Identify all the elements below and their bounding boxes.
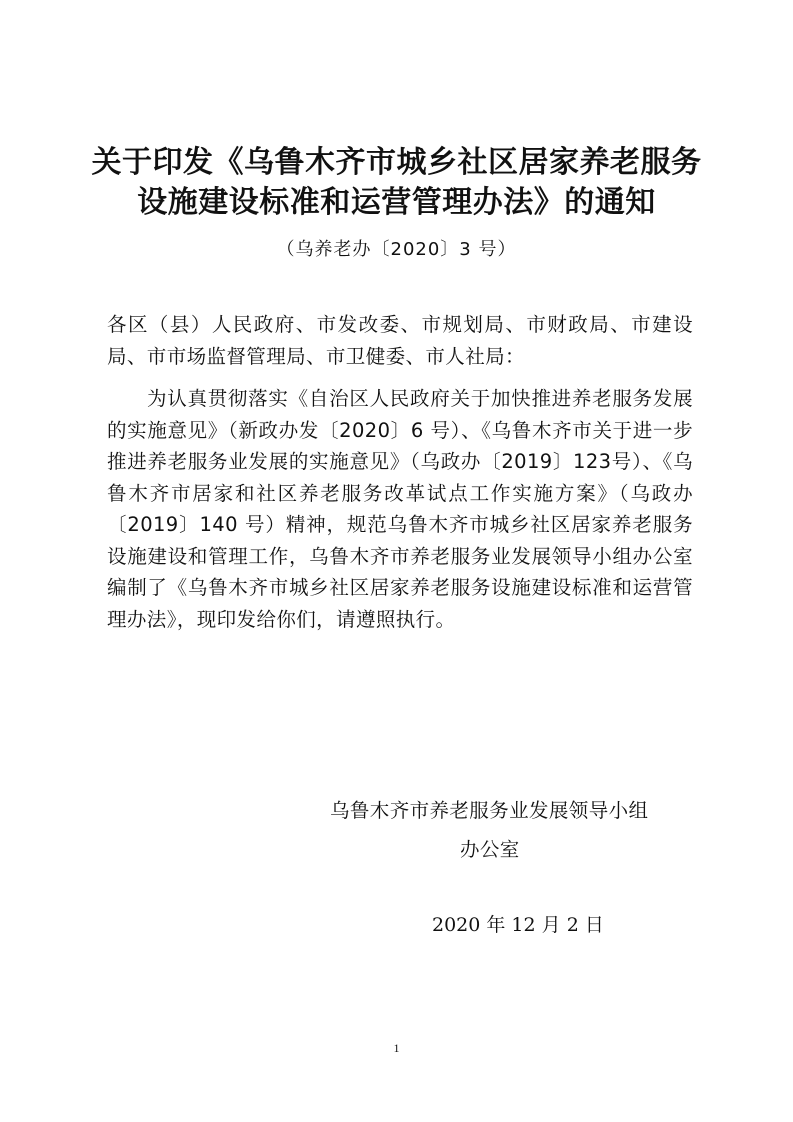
document-title-line-1: 关于印发《乌鲁木齐市城乡社区居家养老服务 [91, 145, 702, 180]
signature-date: 2020 年 12 月 2 日 [432, 914, 604, 936]
page-number: 1 [393, 1041, 400, 1055]
signature-organization-line-1: 乌鲁木齐市养老服务业发展领导小组 [330, 799, 649, 822]
document-number: （乌养老办〔2020〕3 号） [276, 239, 517, 260]
body-paragraph: 为认真贯彻落实《自治区人民政府关于加快推进养老服务发展的实施意见》（新政办发〔2020〕6 号）、《乌鲁木齐市关于进一步推进养老服务业发展的实施意见》（乌政办〔2019〕123号）、《乌鲁木齐市居家和社区养老服务改革试点工作实施方案》（乌政办〔2019〕140 号）精神，规范乌鲁木齐市城乡社区居家养老服务设施建设和管理工作，乌鲁木齐市养老服务业发展领导小组办公室编制了《乌鲁木齐市城乡社区居家养老服务设施建设标准和运营管理办法》，现印发给你们，请遵照执行。 [107, 387, 693, 631]
document-title-line-2: 设施建设标准和运营管理办法》的通知 [137, 185, 656, 220]
signature-organization-line-2: 办公室 [460, 838, 520, 861]
recipients-list: 各区（县）人民政府、市发改委、市规划局、市财政局、市建设局、市市场监督管理局、市卫健委、市人社局： [107, 313, 693, 368]
